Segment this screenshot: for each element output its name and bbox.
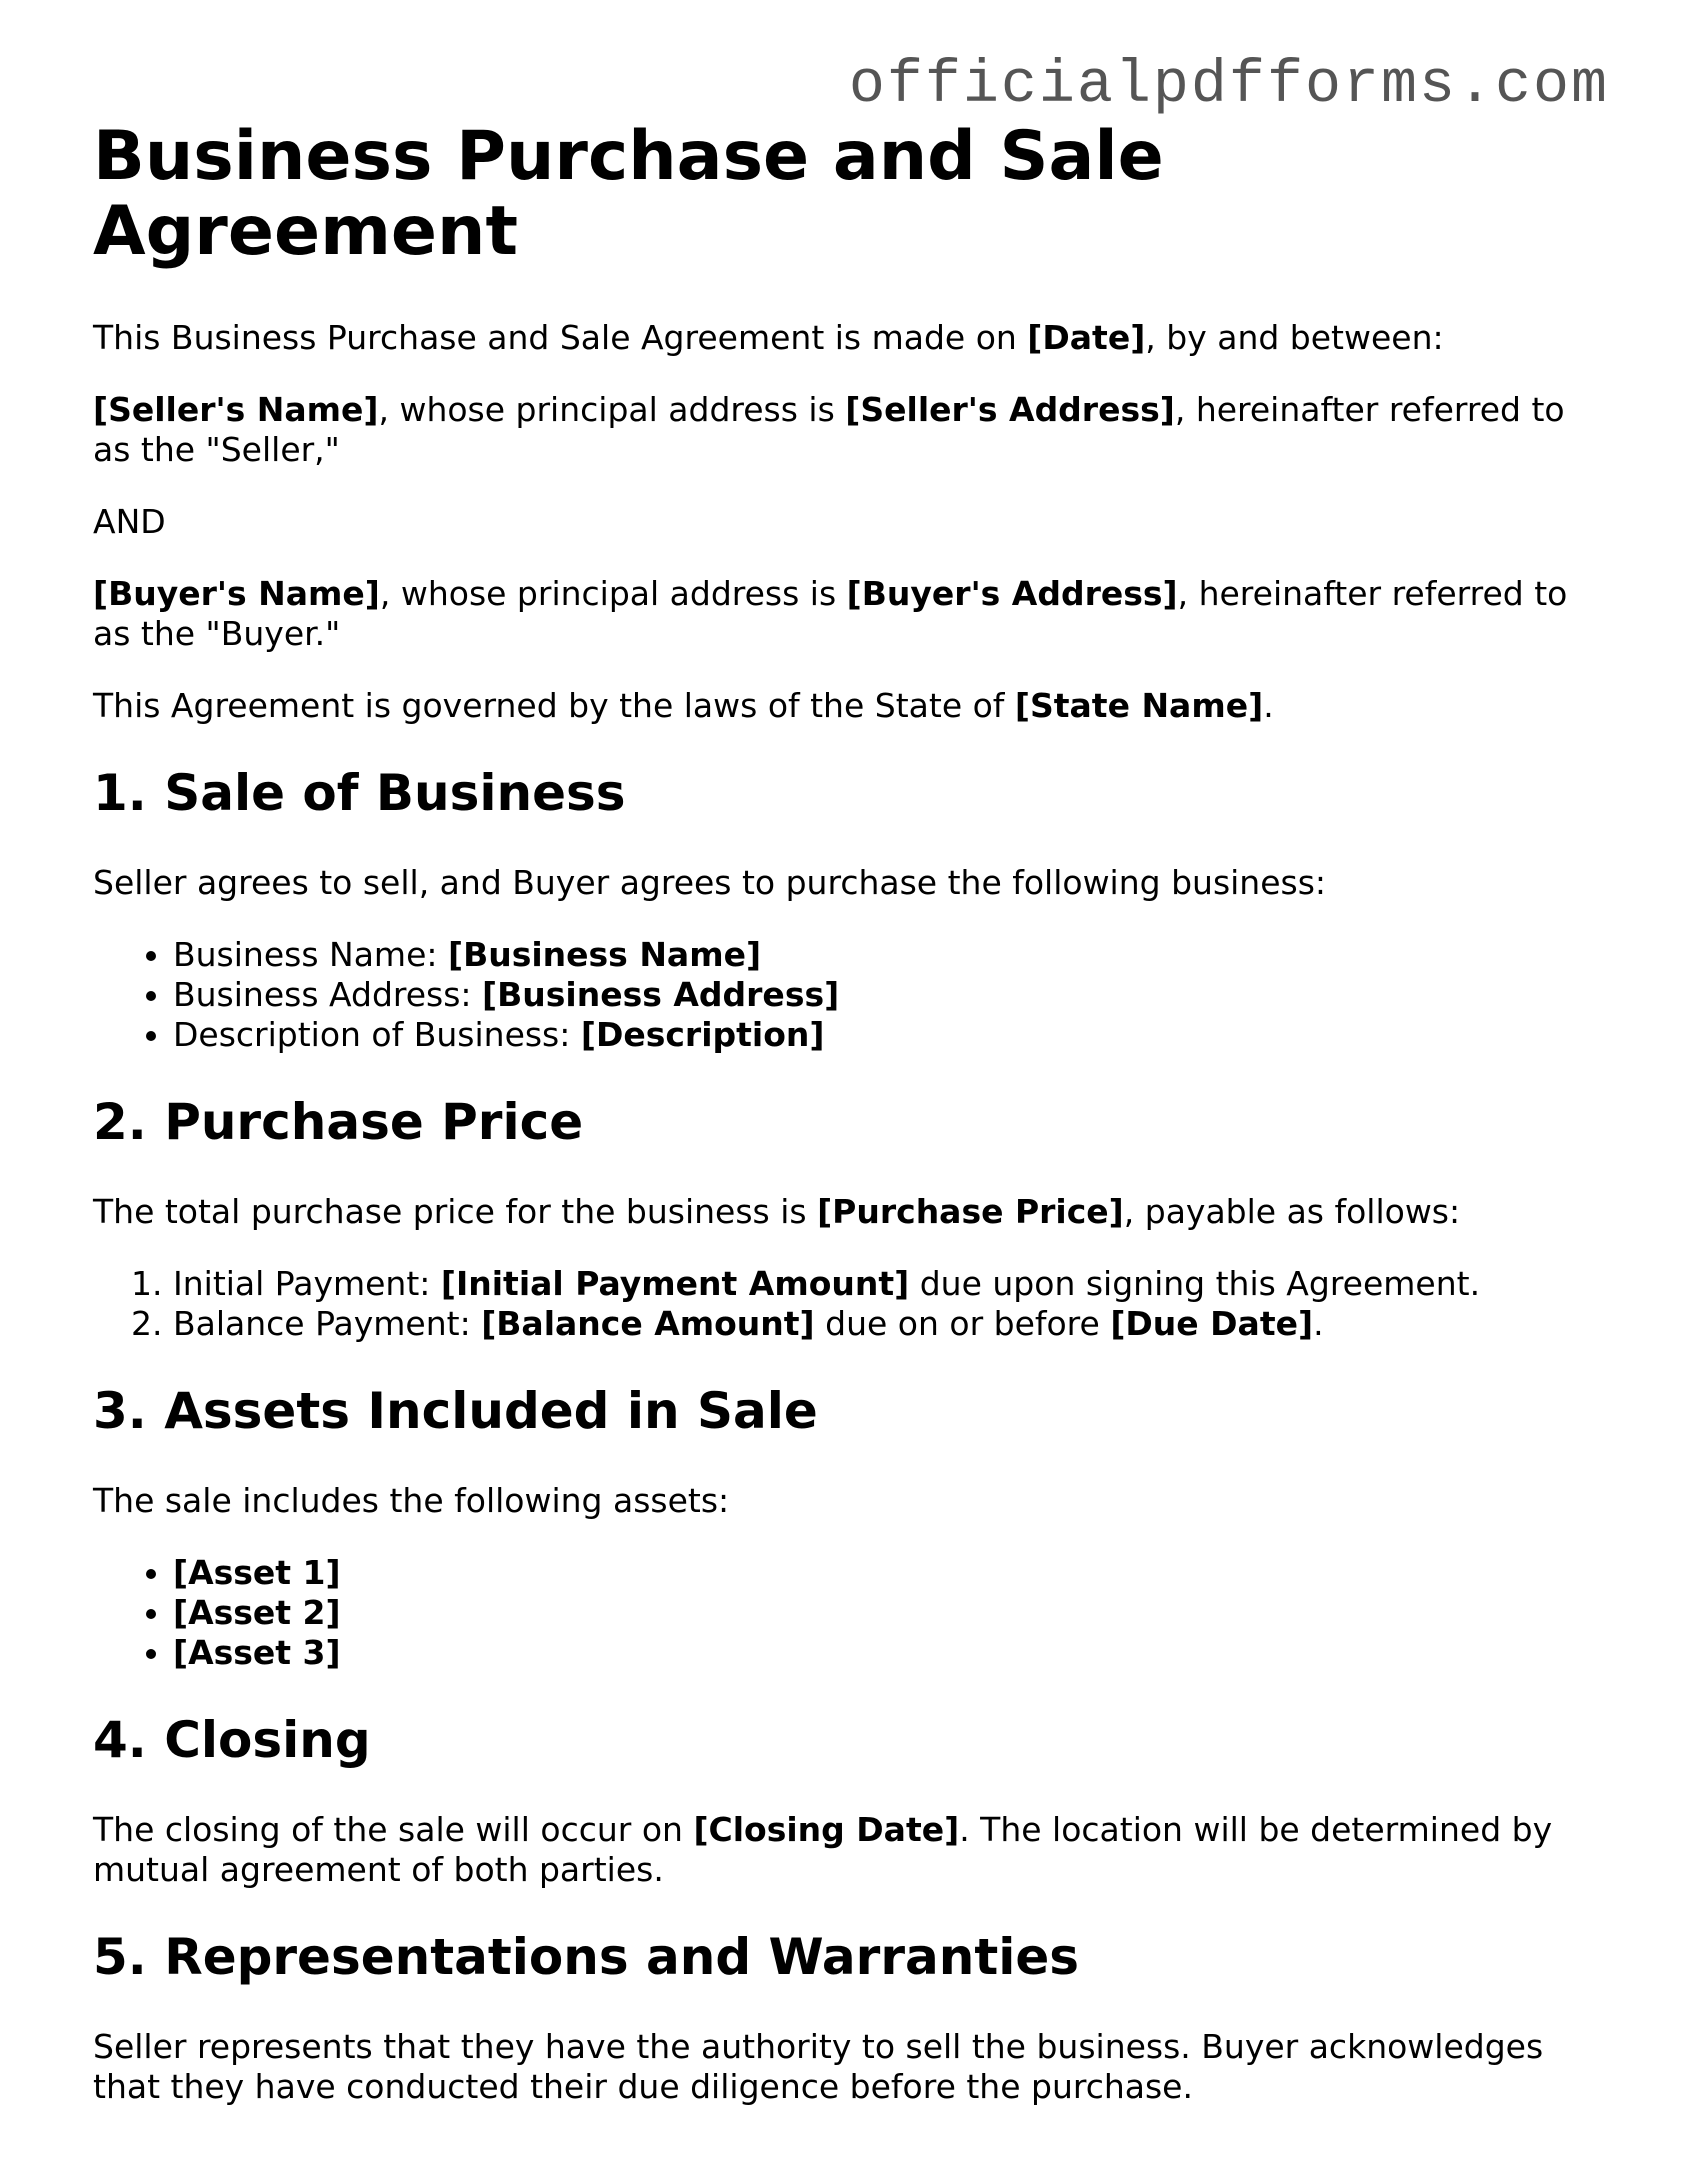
- list-item: • Business Name: [Business Name]: [173, 935, 1593, 975]
- section-heading-price: 2. Purchase Price: [93, 1092, 584, 1151]
- document-title: Business Purchase and Sale Agreement: [93, 117, 1164, 271]
- list-item: • [Asset 1]: [173, 1553, 1593, 1593]
- list-item: • [Asset 2]: [173, 1593, 1593, 1633]
- purchase-price-placeholder: [Purchase Price]: [817, 1191, 1124, 1231]
- sale-paragraph: Seller agrees to sell, and Buyer agrees to purchase the following business:: [93, 862, 1327, 902]
- list-item: • [Asset 3]: [173, 1633, 1593, 1673]
- price-paragraph: The total purchase price for the business is [Purchase Price], payable as follows:: [93, 1191, 1461, 1231]
- buyer-name-placeholder: [Buyer's Name]: [93, 573, 380, 613]
- assets-list: [93, 1553, 1593, 1673]
- section-heading-assets: 3. Assets Included in Sale: [93, 1381, 818, 1440]
- assets-paragraph: The sale includes the following assets:: [93, 1480, 730, 1520]
- seller-address-placeholder: [Seller's Address]: [845, 389, 1175, 429]
- list-item: • Description of Business: [Description]: [173, 1015, 1593, 1055]
- closing-paragraph: The closing of the sale will occur on [Closing Date]. The location will be determined by mutual agreement of both parties.: [93, 1809, 1553, 1889]
- payment-list: [93, 1264, 1593, 1344]
- section-heading-sale: 1. Sale of Business: [93, 763, 626, 822]
- document-page: [93, 117, 1593, 2139]
- and-paragraph: AND: [93, 501, 166, 541]
- buyer-address-placeholder: [Buyer's Address]: [846, 573, 1178, 613]
- watermark: officialpdfforms.com: [848, 52, 1609, 120]
- seller-name-placeholder: [Seller's Name]: [93, 389, 379, 429]
- closing-date-placeholder: [Closing Date]: [693, 1809, 960, 1849]
- section-heading-closing: 4. Closing: [93, 1710, 371, 1769]
- governing-law-paragraph: This Agreement is governed by the laws of the State of [State Name].: [93, 685, 1274, 725]
- business-details-list: [93, 935, 1593, 1055]
- date-placeholder: [Date]: [1027, 317, 1146, 357]
- list-item: 1. Initial Payment: [Initial Payment Amount] due upon signing this Agreement.: [173, 1264, 1593, 1304]
- buyer-paragraph: [Buyer's Name], whose principal address is [Buyer's Address], hereinafter referred to as the "Buyer.": [93, 573, 1568, 653]
- intro-paragraph: This Business Purchase and Sale Agreement is made on [Date], by and between:: [93, 317, 1444, 357]
- representations-paragraph: Seller represents that they have the authority to sell the business. Buyer acknowledges that they have conducted their due diligence before the purchase.: [93, 2026, 1544, 2106]
- list-item: 2. Balance Payment: [Balance Amount] due on or before [Due Date].: [173, 1304, 1593, 1344]
- seller-paragraph: [Seller's Name], whose principal address is [Seller's Address], hereinafter referred to as the "Seller,": [93, 389, 1565, 469]
- state-placeholder: [State Name]: [1014, 685, 1264, 725]
- section-heading-representations: 5. Representations and Warranties: [93, 1927, 1080, 1986]
- list-item: • Business Address: [Business Address]: [173, 975, 1593, 1015]
